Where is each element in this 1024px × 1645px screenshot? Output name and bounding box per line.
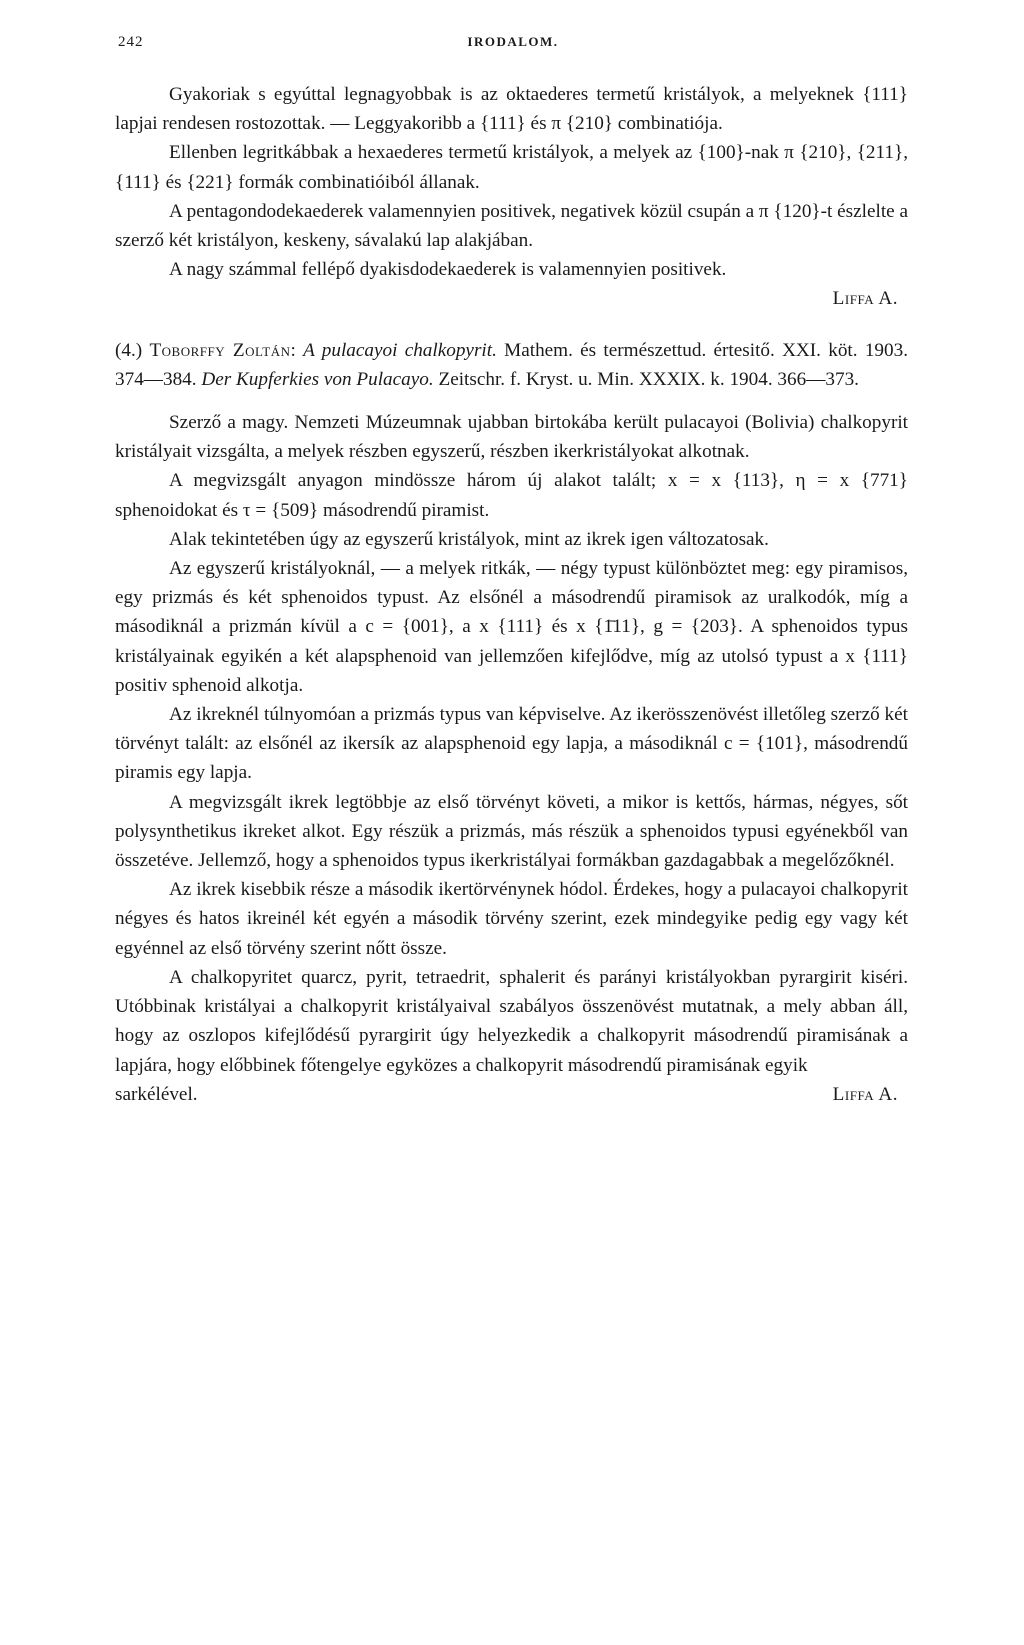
closing-line (115, 1080, 908, 1109)
paragraph: A pentagondodekaederek valamennyien positivek, negativek közül csupán a π {120}-t észlelte a szerző két kristályon, keskeny, sávalakú lap alakjában. (115, 200, 908, 252)
section-gap (115, 314, 908, 336)
paragraph: Ellenben legritkábbak a hexaederes termetű kristályok, a melyek az {100}-nak π {210}, {211}, {111} és {221} formák combinatióiból állanak. (115, 142, 908, 193)
signature-text: Liffa A. (832, 1083, 898, 1105)
paragraph: Szerző a magy. Nemzeti Múzeumnak ujabban birtokába került pulacayoi (Bolivia) chalkopyrit kristályait vizsgálta, a melyek részben egyszerű, részben ikerkristályokat alkotnak. (115, 412, 908, 463)
paragraph: Az ikrek kisebbik része a második ikertörvénynek hódol. Érdekes, hogy a pulacayoi chalkopyrit négyes és hatos ikreinél két egyén a második törvény szerint, ezek mindegyike pedig egy vagy két egyénnel az első törvény szerint nőtt össze. (115, 879, 908, 959)
page-number: 242 (118, 34, 144, 50)
section-gap (115, 394, 908, 408)
page-body (115, 80, 908, 1109)
reference-number: (4.) (115, 339, 143, 361)
paragraph: A megvizsgált anyagon mindössze három új alakot talált; x = x {113}, η = x {771} sphenoidokat és τ = {509} másodrendű piramist. (115, 470, 908, 521)
paragraph: A nagy számmal fellépő dyakisdodekaederek is valamennyien positivek. (169, 259, 727, 281)
review-section-1 (115, 80, 908, 314)
bibliographic-reference: (4.) Toborffy Zoltán: A pulacayoi chalkopyrit. Mathem. és természettud. értesitő. XXI. köt. 1903. 374—384. Der Kupferkies von Pulacayo. Zeitschr. f. Kryst. u. Min. XXXIX. k. 1904. 366—373. (115, 339, 909, 390)
page-header (118, 34, 908, 60)
review-section-2 (115, 336, 908, 1109)
reference-source-de: Zeitschr. f. Kryst. u. Min. XXXIX. k. 1904. 366—373. (438, 368, 859, 390)
paragraph: Gyakoriak s egyúttal legnagyobbak is az oktaederes termetű kristályok, a melyeknek {111} lapjai rendesen rostozottak. — Leggyakoribb a {111} és π {210} combinatiója. (115, 84, 908, 135)
closing-word: sarkélével. (115, 1083, 198, 1105)
reference-title-de: Der Kupferkies von Pulacayo. (201, 368, 434, 390)
reference-title-hu: A pulacayoi chalkopyrit. (303, 339, 497, 361)
paragraph: A chalkopyritet quarcz, pyrit, tetraedrit, sphalerit és parányi kristályokban pyrargirit kiséri. Utóbbinak kristályai a chalkopyrit kristályaival szabályos összenövést mutatnak, a mely abban áll, hogy az oszlopos kifejlődésű pyrargirit úgy helyezkedik a chalkopyrit másodrendű piramisának a lapjára, hogy előbbinek főtengelye egyközes a chalkopyrit másodrendű piramisának egyik (115, 966, 908, 1076)
paragraph: Az ikreknél túlnyomóan a prizmás typus van képviselve. Az ikerösszenövést illetőleg szerző két törvényt talált: az elsőnél az ikersík az alapsphenoid egy lapja, a másodiknál c = {101}, másodrendű piramis egy lapja. (115, 704, 908, 784)
paragraph: A megvizsgált ikrek legtöbbje az első törvényt követi, a mikor is kettős, hármas, négyes, sőt polysynthetikus ikreket alkot. Egy részük a prizmás, más részük a sphenoidos typusi egyénekből van összetéve. Jellemző, hogy a sphenoidos typus ikerkristályai formákban gazdagabbak a megelőzőknél. (115, 791, 908, 872)
signature-text: Liffa A. (832, 288, 898, 310)
signature (115, 284, 908, 313)
reference-author: Toborffy Zoltán (149, 339, 291, 361)
paragraph: Az egyszerű kristályoknál, — a melyek ritkák, — négy typust különböztet meg: egy piramisos, egy prizmás és két sphenoidos typust. Az elsőnél a másodrendű piramisok az uralkodók, míg a másodiknál a prizmán kívül a c = {001}, a x {111} és x {1̄11}, g = {203}. A sphenoidos typus kristályainak egyikén a két alapsphenoid van jellemzően kifejlődve, míg az utolsó typust a x {111} positiv sphenoid alkotja. (115, 558, 908, 696)
running-head: IRODALOM. (467, 34, 559, 49)
reference-source-hu: Mathem. és természettud. értesitő. XXI. köt. 1903. 374—384. (115, 339, 909, 390)
paragraph: Alak tekintetében úgy az egyszerű kristályok, mint az ikrek igen változatosak. (169, 528, 769, 550)
